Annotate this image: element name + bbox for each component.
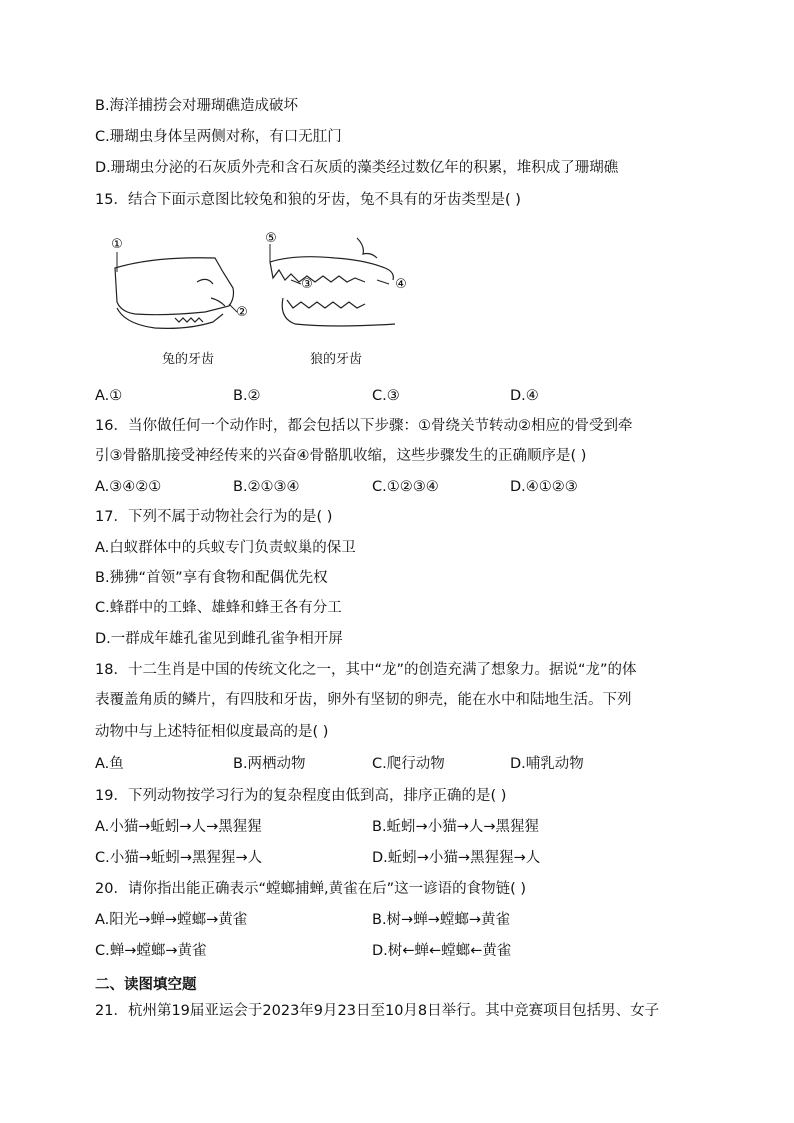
- q14-option-d: D.珊瑚虫分泌的石灰质外壳和含石灰质的藻类经过数亿年的积累，堆积成了珊瑚礁: [95, 160, 619, 176]
- label-5: ⑤: [265, 231, 277, 246]
- q17-option-d: D.一群成年雄孔雀见到雌孔雀争相开屏: [95, 631, 343, 647]
- q16-option-a: A.③④②①: [95, 479, 162, 495]
- q20-option-a: A.阳光→蝉→螳螂→黄雀: [95, 912, 248, 928]
- q17-option-c: C.蜂群中的工蜂、雄蜂和蜂王各有分工: [95, 600, 342, 616]
- q15-option-c: C.③: [372, 388, 400, 404]
- teeth-diagram: [95, 228, 425, 348]
- q19-option-b: B.蚯蚓→小猫→人→黑猩猩: [372, 819, 540, 835]
- q17-stem: 17．下列不属于动物社会行为的是( ): [95, 509, 333, 525]
- label-2: ②: [236, 305, 248, 320]
- q19-option-c: C.小猫→蚯蚓→黑猩猩→人: [95, 850, 263, 866]
- q17-option-b: B.狒狒“首领”享有食物和配偶优先权: [95, 570, 328, 586]
- label-1: ①: [111, 237, 123, 252]
- q16-option-d: D.④①②③: [510, 479, 578, 495]
- q18-option-b: B.两栖动物: [233, 756, 306, 772]
- q18-option-c: C.爬行动物: [372, 756, 445, 772]
- q15-option-a: A.①: [95, 388, 123, 404]
- q14-option-b: B.海洋捕捞会对珊瑚礁造成破坏: [95, 98, 299, 114]
- q19-stem: 19．下列动物按学习行为的复杂程度由低到高，排序正确的是( ): [95, 788, 507, 804]
- q18-stem-line1: 18．十二生肖是中国的传统文化之一，其中“龙”的创造充满了想象力。据说“龙”的体: [95, 662, 637, 678]
- q14-option-c: C.珊瑚虫身体呈两侧对称，有口无肛门: [95, 129, 342, 145]
- q19-option-a: A.小猫→蚯蚓→人→黑猩猩: [95, 819, 262, 835]
- caption-rabbit: 兔的牙齿: [162, 352, 215, 367]
- q18-option-a: A.鱼: [95, 756, 124, 772]
- q16-option-b: B.②①③④: [233, 479, 300, 495]
- q21-stem: 21．杭州第19届亚运会于2023年9月23日至10月8日举行。其中竞赛项目包括男、女子: [95, 1003, 660, 1019]
- q20-option-d: D.树←蝉←螳螂←黄雀: [372, 943, 512, 959]
- q16-stem-line1: 16．当你做任何一个动作时，都会包括以下步骤：①骨绕关节转动②相应的骨受到牵: [95, 418, 633, 434]
- label-4: ④: [395, 277, 407, 292]
- q15-option-d: D.④: [510, 388, 539, 404]
- q18-option-d: D.哺乳动物: [510, 756, 584, 772]
- caption-wolf: 狼的牙齿: [310, 352, 363, 367]
- q16-stem-line2: 引③骨骼肌接受神经传来的兴奋④骨骼肌收缩，这些步骤发生的正确顺序是( ): [95, 448, 587, 464]
- q16-option-c: C.①②③④: [372, 479, 439, 495]
- rabbit-skull-drawing: [115, 258, 234, 329]
- q20-stem: 20．请你指出能正确表示“螳螂捕蝉,黄雀在后”这一谚语的食物链( ): [95, 881, 527, 897]
- label-3: ③: [301, 277, 313, 292]
- q17-option-a: A.白蚁群体中的兵蚁专门负责蚁巢的保卫: [95, 540, 356, 556]
- q15-stem: 15．结合下面示意图比较兔和狼的牙齿，兔不具有的牙齿类型是( ): [95, 192, 521, 208]
- q18-stem-line2: 表覆盖角质的鳞片，有四肢和牙齿，卵外有坚韧的卵壳，能在水中和陆地生活。下列: [95, 692, 632, 708]
- q20-option-b: B.树→蝉→螳螂→黄雀: [372, 912, 511, 928]
- q20-option-c: C.蝉→螳螂→黄雀: [95, 943, 207, 959]
- q15-option-b: B.②: [233, 388, 261, 404]
- section-heading: 二、读图填空题: [95, 977, 197, 993]
- q18-stem-line3: 动物中与上述特征相似度最高的是( ): [95, 724, 329, 740]
- q19-option-d: D.蚯蚓→小猫→黑猩猩→人: [372, 850, 541, 866]
- wolf-skull-drawing: [270, 238, 395, 326]
